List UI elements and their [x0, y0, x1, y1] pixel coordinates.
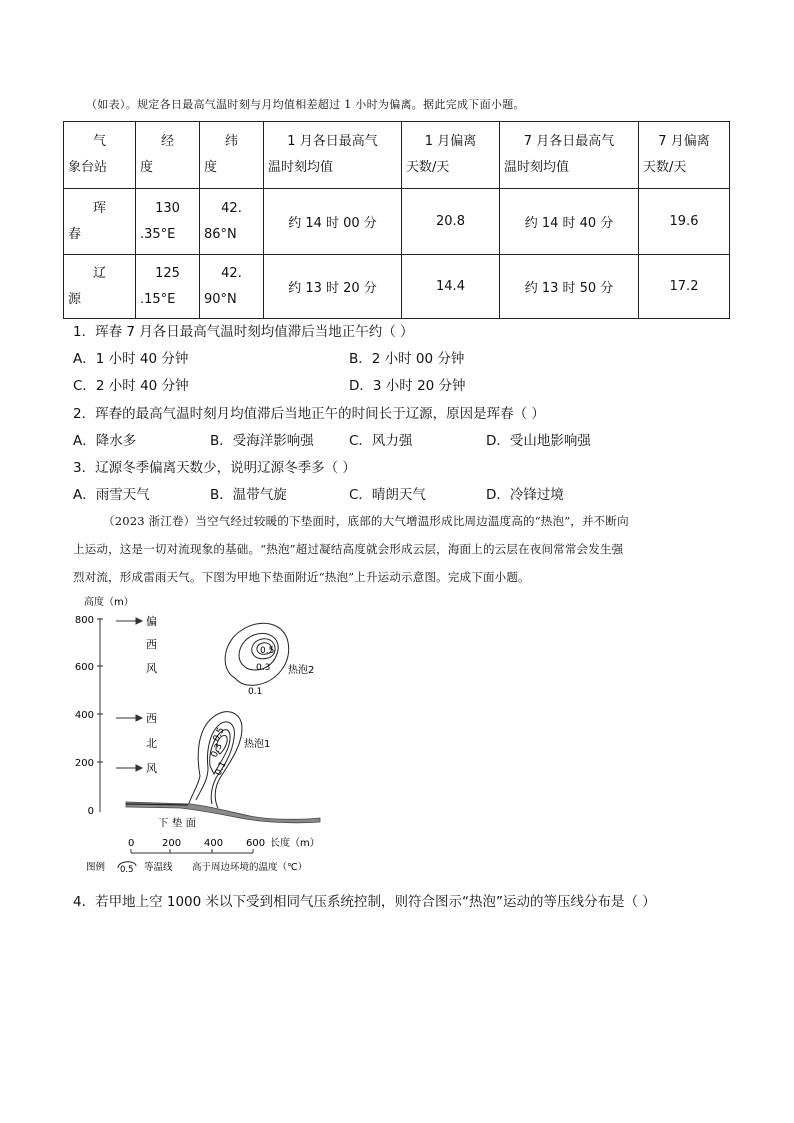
y-tick-label: 0	[87, 806, 94, 817]
header-jul-time: 7 月各日最高气 温时刻均值	[500, 122, 639, 189]
cell-latitude: 42. 86°N	[200, 189, 264, 255]
intro-line: （如表）。规定各日最高气温时刻与月均值相差超过 1 小时为偏离。据此完成下面小题。	[86, 98, 525, 111]
q3-option-d[interactable]: D．冷锋过境	[486, 487, 564, 503]
cell-latitude: 42. 90°N	[200, 255, 264, 319]
cell-jan-days: 14.4	[402, 255, 500, 319]
thermal-bubble-2	[225, 623, 288, 685]
contour-label: 0.3	[209, 742, 225, 760]
passage-line-2: 上运动，这是一切对流现象的基础。“热泡”超过凝结高度就会形成云层，海面上的云层在夜间常常会发生强	[73, 542, 624, 556]
y-tick-label: 400	[74, 710, 94, 721]
q3-option-b[interactable]: B．温带气旋	[210, 487, 287, 503]
contour-label: 0.1	[213, 760, 229, 778]
cell-jan-time: 约 14 时 00 分	[264, 189, 402, 255]
bubble-1-label: 热泡1	[244, 739, 271, 750]
passage	[73, 507, 725, 591]
q1-option-b[interactable]: B．2 小时 00 分钟	[349, 351, 465, 367]
y-tick-label: 200	[74, 758, 94, 769]
contour-label: 0.5	[211, 726, 227, 744]
y-axis-title: 高度（m）	[84, 597, 134, 608]
cell-jul-days: 17.2	[639, 255, 730, 319]
wind-arrows	[116, 618, 142, 771]
q1-option-c[interactable]: C．2 小时 40 分钟	[73, 378, 189, 394]
cell-jan-days: 20.8	[402, 189, 500, 255]
wind-label-upper: 偏	[146, 615, 157, 628]
thermal-bubble-figure	[70, 590, 350, 875]
wind-label-lower: 北	[146, 737, 157, 750]
question-4-stem: 4．若甲地上空 1000 米以下受到相同气压系统控制，则符合图示“热泡”运动的等压线分布是（ ）	[73, 894, 656, 910]
question-2-stem: 2．珲春的最高气温时刻月均值滞后当地正午的时间长于辽源，原因是珲春（ ）	[73, 406, 545, 422]
wind-label-upper: 风	[146, 662, 157, 675]
table-header-row	[64, 122, 730, 189]
legend-title: 图例	[86, 862, 106, 873]
header-station: 气 象台站	[64, 122, 136, 189]
q3-option-c[interactable]: C．晴朗天气	[349, 487, 426, 503]
bubble-2-label: 热泡2	[288, 665, 315, 676]
cell-jul-time: 约 14 时 40 分	[500, 189, 639, 255]
x-axis-title: 长度（m）	[270, 838, 320, 849]
header-jul-days: 7 月偏离 天数/天	[639, 122, 730, 189]
legend-sample-value: 0.5	[120, 865, 134, 875]
legend-description: 高于周边环境的温度（℃）	[192, 862, 308, 873]
y-ticks	[75, 615, 103, 817]
header-longitude: 经 度	[136, 122, 200, 189]
q1-option-a[interactable]: A．1 小时 40 分钟	[73, 351, 189, 367]
cell-station: 珲 春	[64, 189, 136, 255]
question-1-stem: 1．珲春 7 月各日最高气温时刻均值滞后当地正午约（ ）	[73, 324, 414, 340]
q1-option-d[interactable]: D．3 小时 20 分钟	[349, 378, 466, 394]
underlying-surface	[126, 802, 320, 823]
cell-jul-days: 19.6	[639, 189, 730, 255]
cell-longitude: 125 .15°E	[136, 255, 200, 319]
x-axis	[131, 849, 253, 853]
y-tick-label: 800	[74, 615, 94, 626]
header-latitude: 纬 度	[200, 122, 264, 189]
q2-option-a[interactable]: A．降水多	[73, 433, 137, 449]
thermal-bubble-1	[188, 712, 242, 808]
x-tick-label: 200	[162, 838, 182, 849]
wind-label-upper: 西	[146, 638, 157, 651]
legend-isotherm-label: 等温线	[144, 862, 173, 873]
contour-label: 0.5	[260, 646, 275, 656]
question-3-stem: 3．辽源冬季偏离天数少，说明辽源冬季多（ ）	[73, 460, 356, 476]
passage-line-1: （2023 浙江卷）当空气经过较暖的下垫面时，底部的大气增温形成比周边温度高的“热泡”，并不断向	[103, 514, 629, 528]
surface-label: 下 垫 面	[158, 817, 197, 829]
x-tick-label: 600	[246, 838, 266, 849]
header-jan-days: 1 月偏离 天数/天	[402, 122, 500, 189]
q2-option-d[interactable]: D．受山地影响强	[486, 433, 591, 449]
passage-line-3: 烈对流，形成雷雨天气。下图为甲地下垫面附近“热泡”上升运动示意图。完成下面小题。	[73, 570, 530, 584]
header-jan-time: 1 月各日最高气 温时刻均值	[264, 122, 402, 189]
cell-longitude: 130 .35°E	[136, 189, 200, 255]
cell-jan-time: 约 13 时 20 分	[264, 255, 402, 319]
q2-option-b[interactable]: B．受海洋影响强	[210, 433, 314, 449]
cell-station: 辽 源	[64, 255, 136, 319]
wind-label-lower: 风	[146, 762, 157, 775]
q2-option-c[interactable]: C．风力强	[349, 433, 413, 449]
weather-station-table	[63, 121, 730, 319]
table-row-liaoyuan	[64, 255, 730, 319]
contour-label: 0.1	[248, 687, 263, 697]
x-tick-label: 0	[128, 838, 135, 849]
table-row-hunchun	[64, 189, 730, 255]
q3-option-a[interactable]: A．雨雪天气	[73, 487, 150, 503]
cell-jul-time: 约 13 时 50 分	[500, 255, 639, 319]
x-tick-label: 400	[204, 838, 224, 849]
contour-label: 0.3	[256, 663, 271, 673]
wind-label-lower: 西	[146, 712, 157, 725]
y-tick-label: 600	[74, 662, 94, 673]
